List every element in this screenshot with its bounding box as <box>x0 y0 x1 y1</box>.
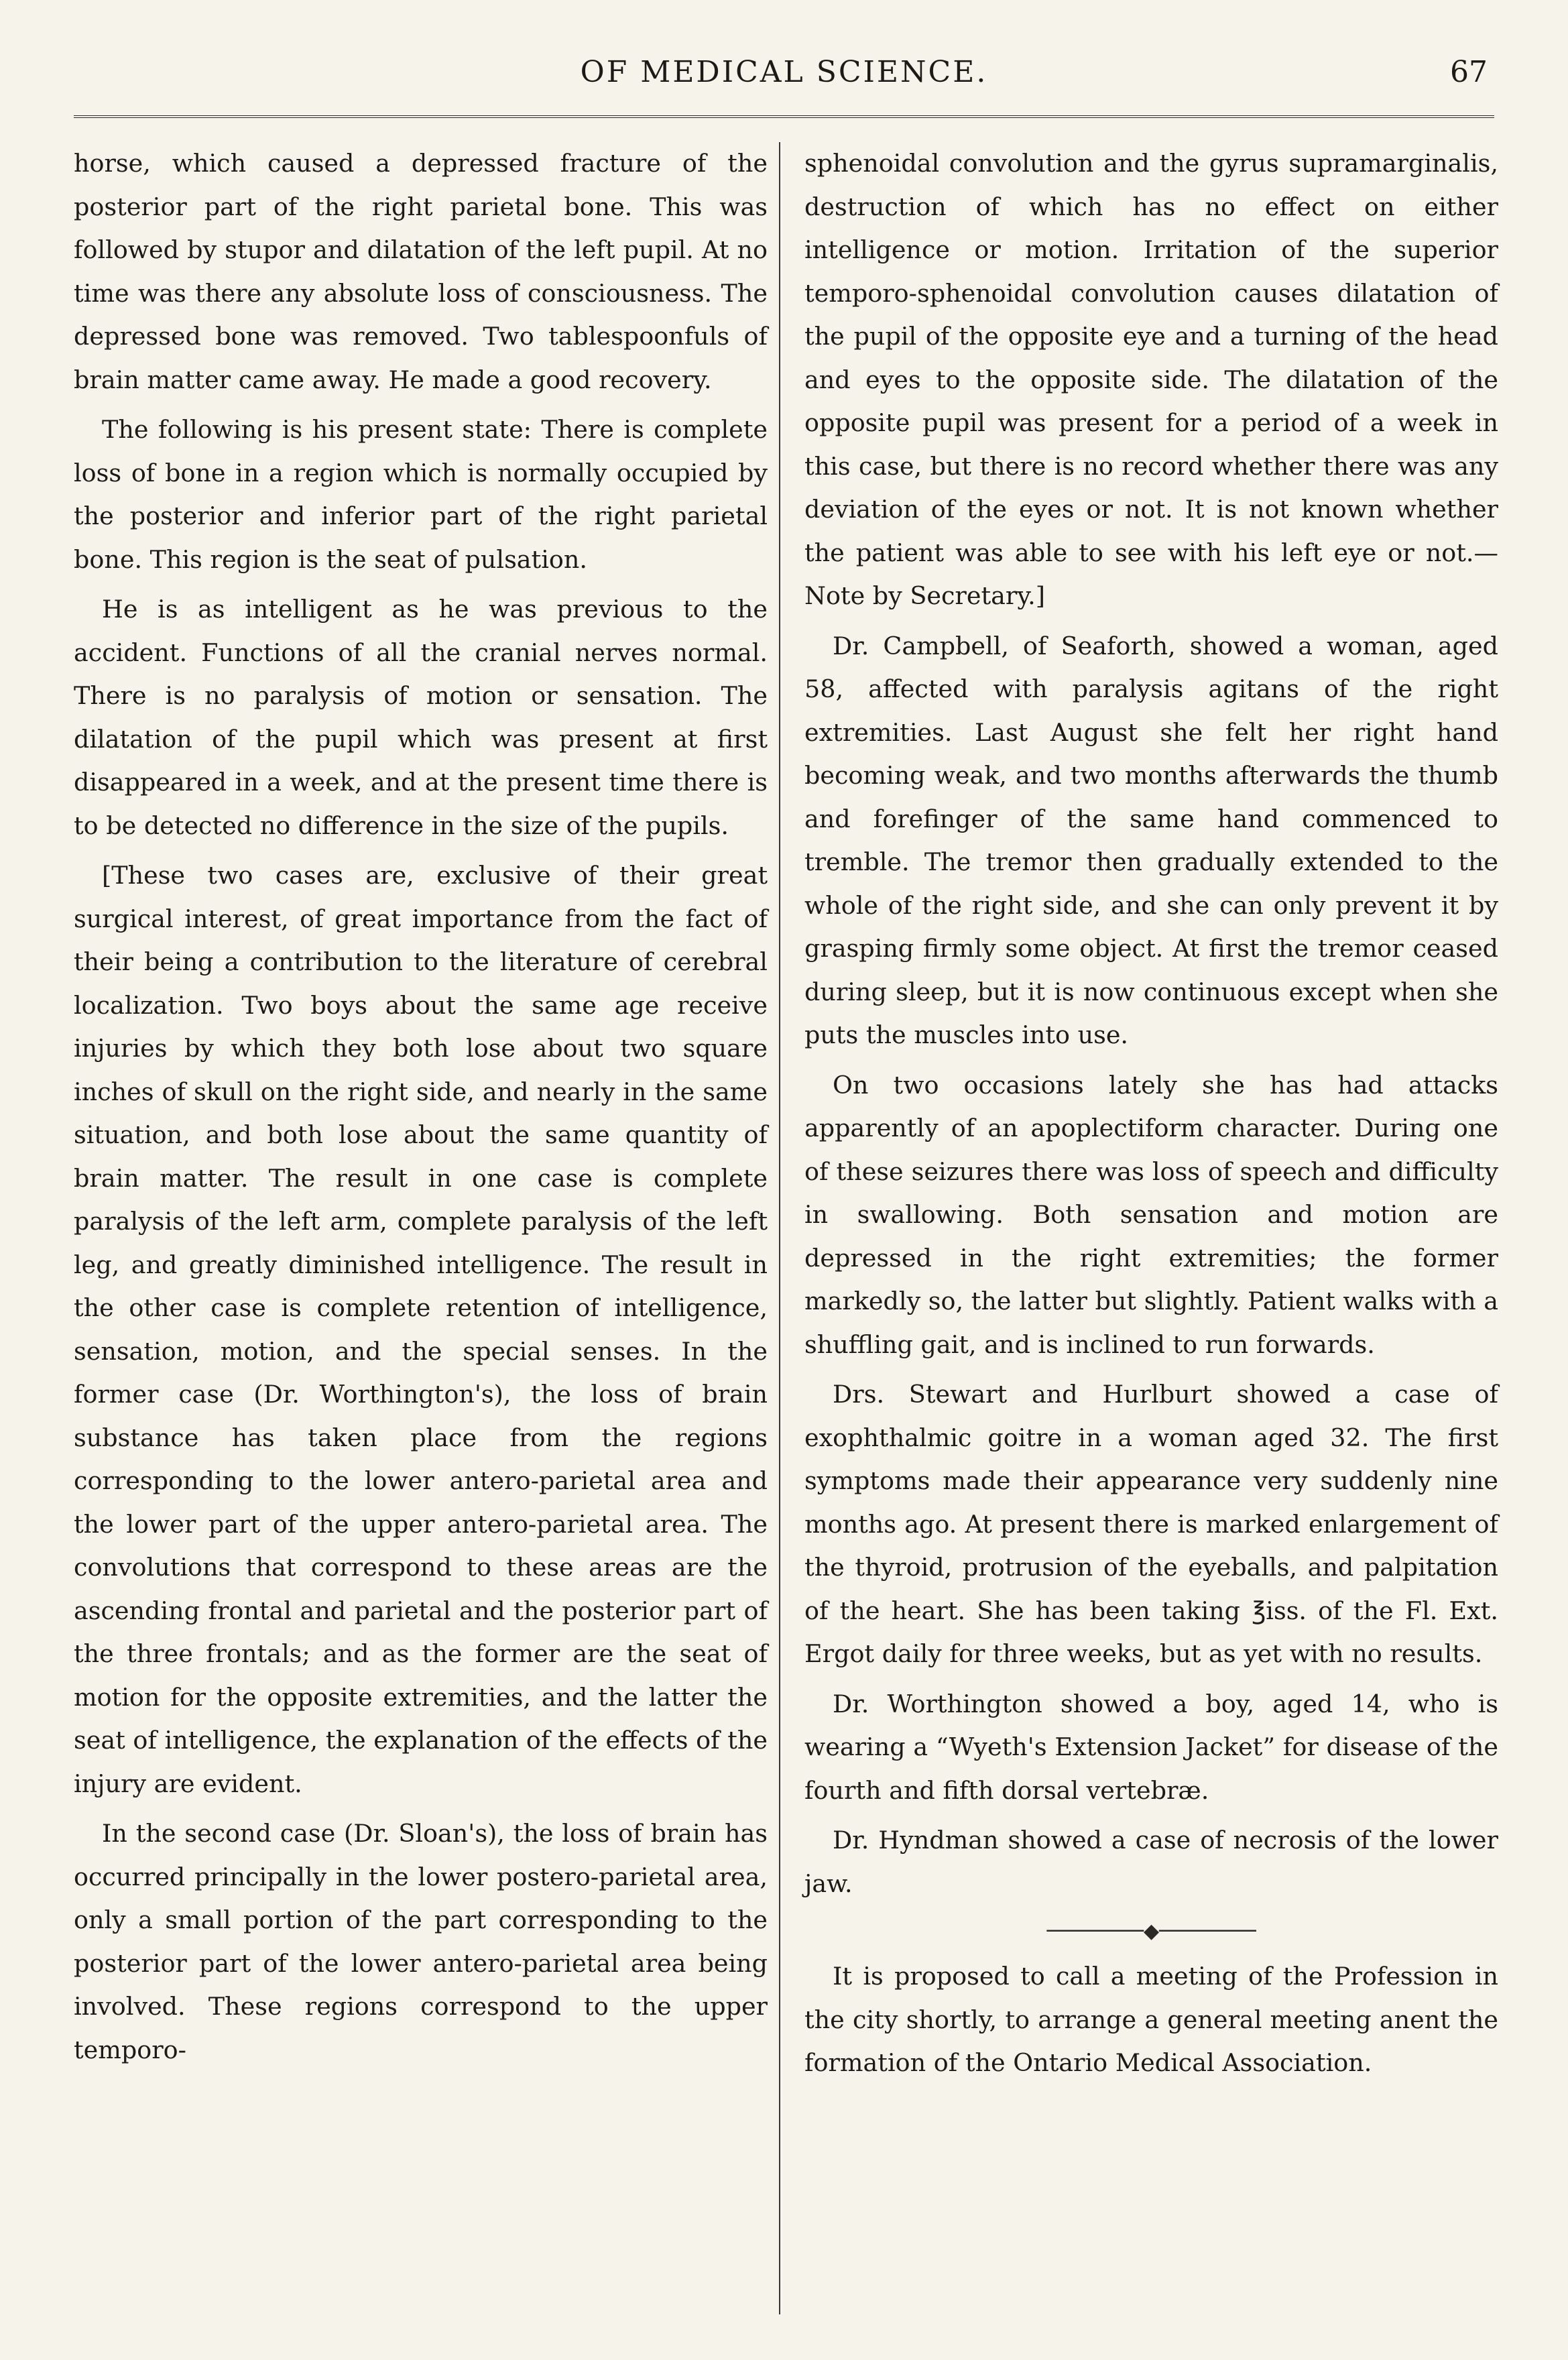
column-divider <box>779 142 780 2314</box>
page-number: 67 <box>1450 55 1488 89</box>
running-title: OF MEDICAL SCIENCE. <box>580 55 988 89</box>
paragraph: On two occasions lately she has had attacks apparently of an apoplectiform character. During one of these seizures there was loss of speech and difficulty in swallowing. Both sensation and motion are depressed in the right extremities; the former markedly so, the latter but slightly. Patient walks with a shuffling gait, and is inclined to run forwards. <box>804 1070 1498 1359</box>
paragraph: horse, which caused a depressed fracture of the posterior part of the right parietal bone. This was followed by stupor and dilatation of the left pupil. At no time was there any absolute loss of consciousness. The depressed bone was removed. Two tablespoonfuls of brain matter came away. He made a good recovery. <box>74 149 768 394</box>
paragraph: sphenoidal convolution and the gyrus supramarginalis, destruction of which has no effect on either intelligence or motion. Irritation of the superior temporo-sphenoidal convolution causes dilatation of the pupil of the opposite eye and a turning of the head and eyes to the opposite side. The dilatation of the opposite pupil was present for a period of a week in this case, but there is no record whether there was any deviation of the eyes or not. It is not known whether the patient was able to see with his left eye or not.—Note by Secretary.] <box>804 149 1498 610</box>
paragraph: In the second case (Dr. Sloan's), the loss of brain has occurred principally in the lower postero-parietal area, only a small portion of the part corresponding to the posterior part of the lower antero-parietal area being involved. These regions correspond to the upper temporo- <box>74 1819 768 2064</box>
paragraph: Drs. Stewart and Hurlburt showed a case of exophthalmic goitre in a woman aged 32. The first symptoms made their appearance very suddenly nine months ago. At present there is marked enlargement of the thyroid, protrusion of the eyeballs, and palpitation of the heart. She has been taking ℥iss. of the Fl. Ext. Ergot daily for three weeks, but as yet with no results. <box>804 1380 1498 1668</box>
paragraph: He is as intelligent as he was previous to the accident. Functions of all the cranial nerves normal. There is no paralysis of motion or sensation. The dilatation of the pupil which was present at first disappeared in a week, and at the present time there is to be detected no difference in the size of the pupils. <box>74 595 768 840</box>
page-header <box>74 55 1494 102</box>
paragraph: Dr. Campbell, of Seaforth, showed a woman, aged 58, affected with paralysis agitans of the right extremities. Last August she felt her right hand becoming weak, and two months afterwards the thumb and forefinger of the same hand commenced to tremble. The tremor then gradually extended to the whole of the right side, and she can only prevent it by grasping firmly some object. At first the tremor ceased during sleep, but it is now continuous except when she puts the muscles into use. <box>804 631 1498 1049</box>
paragraph: Dr. Worthington showed a boy, aged 14, who is wearing a “Wyeth's Extension Jacket” for disease of the fourth and fifth dorsal vertebræ. <box>804 1689 1498 1805</box>
section-separator: ────────◆──────── <box>1046 1920 1256 1943</box>
header-rule <box>74 115 1494 118</box>
paragraph: Dr. Hyndman showed a case of necrosis of the lower jaw. <box>804 1826 1498 1898</box>
paragraph: It is proposed to call a meeting of the Profession in the city shortly, to arrange a general meeting anent the formation of the Ontario Medical Association. <box>804 1962 1498 2077</box>
paragraph: [These two cases are, exclusive of their great surgical interest, of great importance from the fact of their being a contribution to the literature of cerebral localization. Two boys about the same age receive injuries by which they both lose about two square inches of skull on the right side, and nearly in the same situation, and both lose about the same quantity of brain matter. The result in one case is complete paralysis of the left arm, complete paralysis of the left leg, and greatly diminished intelligence. The result in the other case is complete retention of intelligence, sensation, motion, and the special senses. In the former case (Dr. Worthington's), the loss of brain substance has taken place from the regions corresponding to the lower antero-parietal area and the lower part of the upper antero-parietal area. The convolutions that correspond to these areas are the ascending frontal and parietal and the posterior part of the three frontals; and as the former are the seat of motion for the opposite extremities, and the latter the seat of intelligence, the explanation of the effects of the injury are evident. <box>74 861 768 1798</box>
left-column <box>74 142 768 2078</box>
right-column <box>804 142 1498 2092</box>
paragraph: The following is his present state: There is complete loss of bone in a region which is normally occupied by the posterior and inferior part of the right parietal bone. This region is the seat of pulsation. <box>74 415 768 574</box>
